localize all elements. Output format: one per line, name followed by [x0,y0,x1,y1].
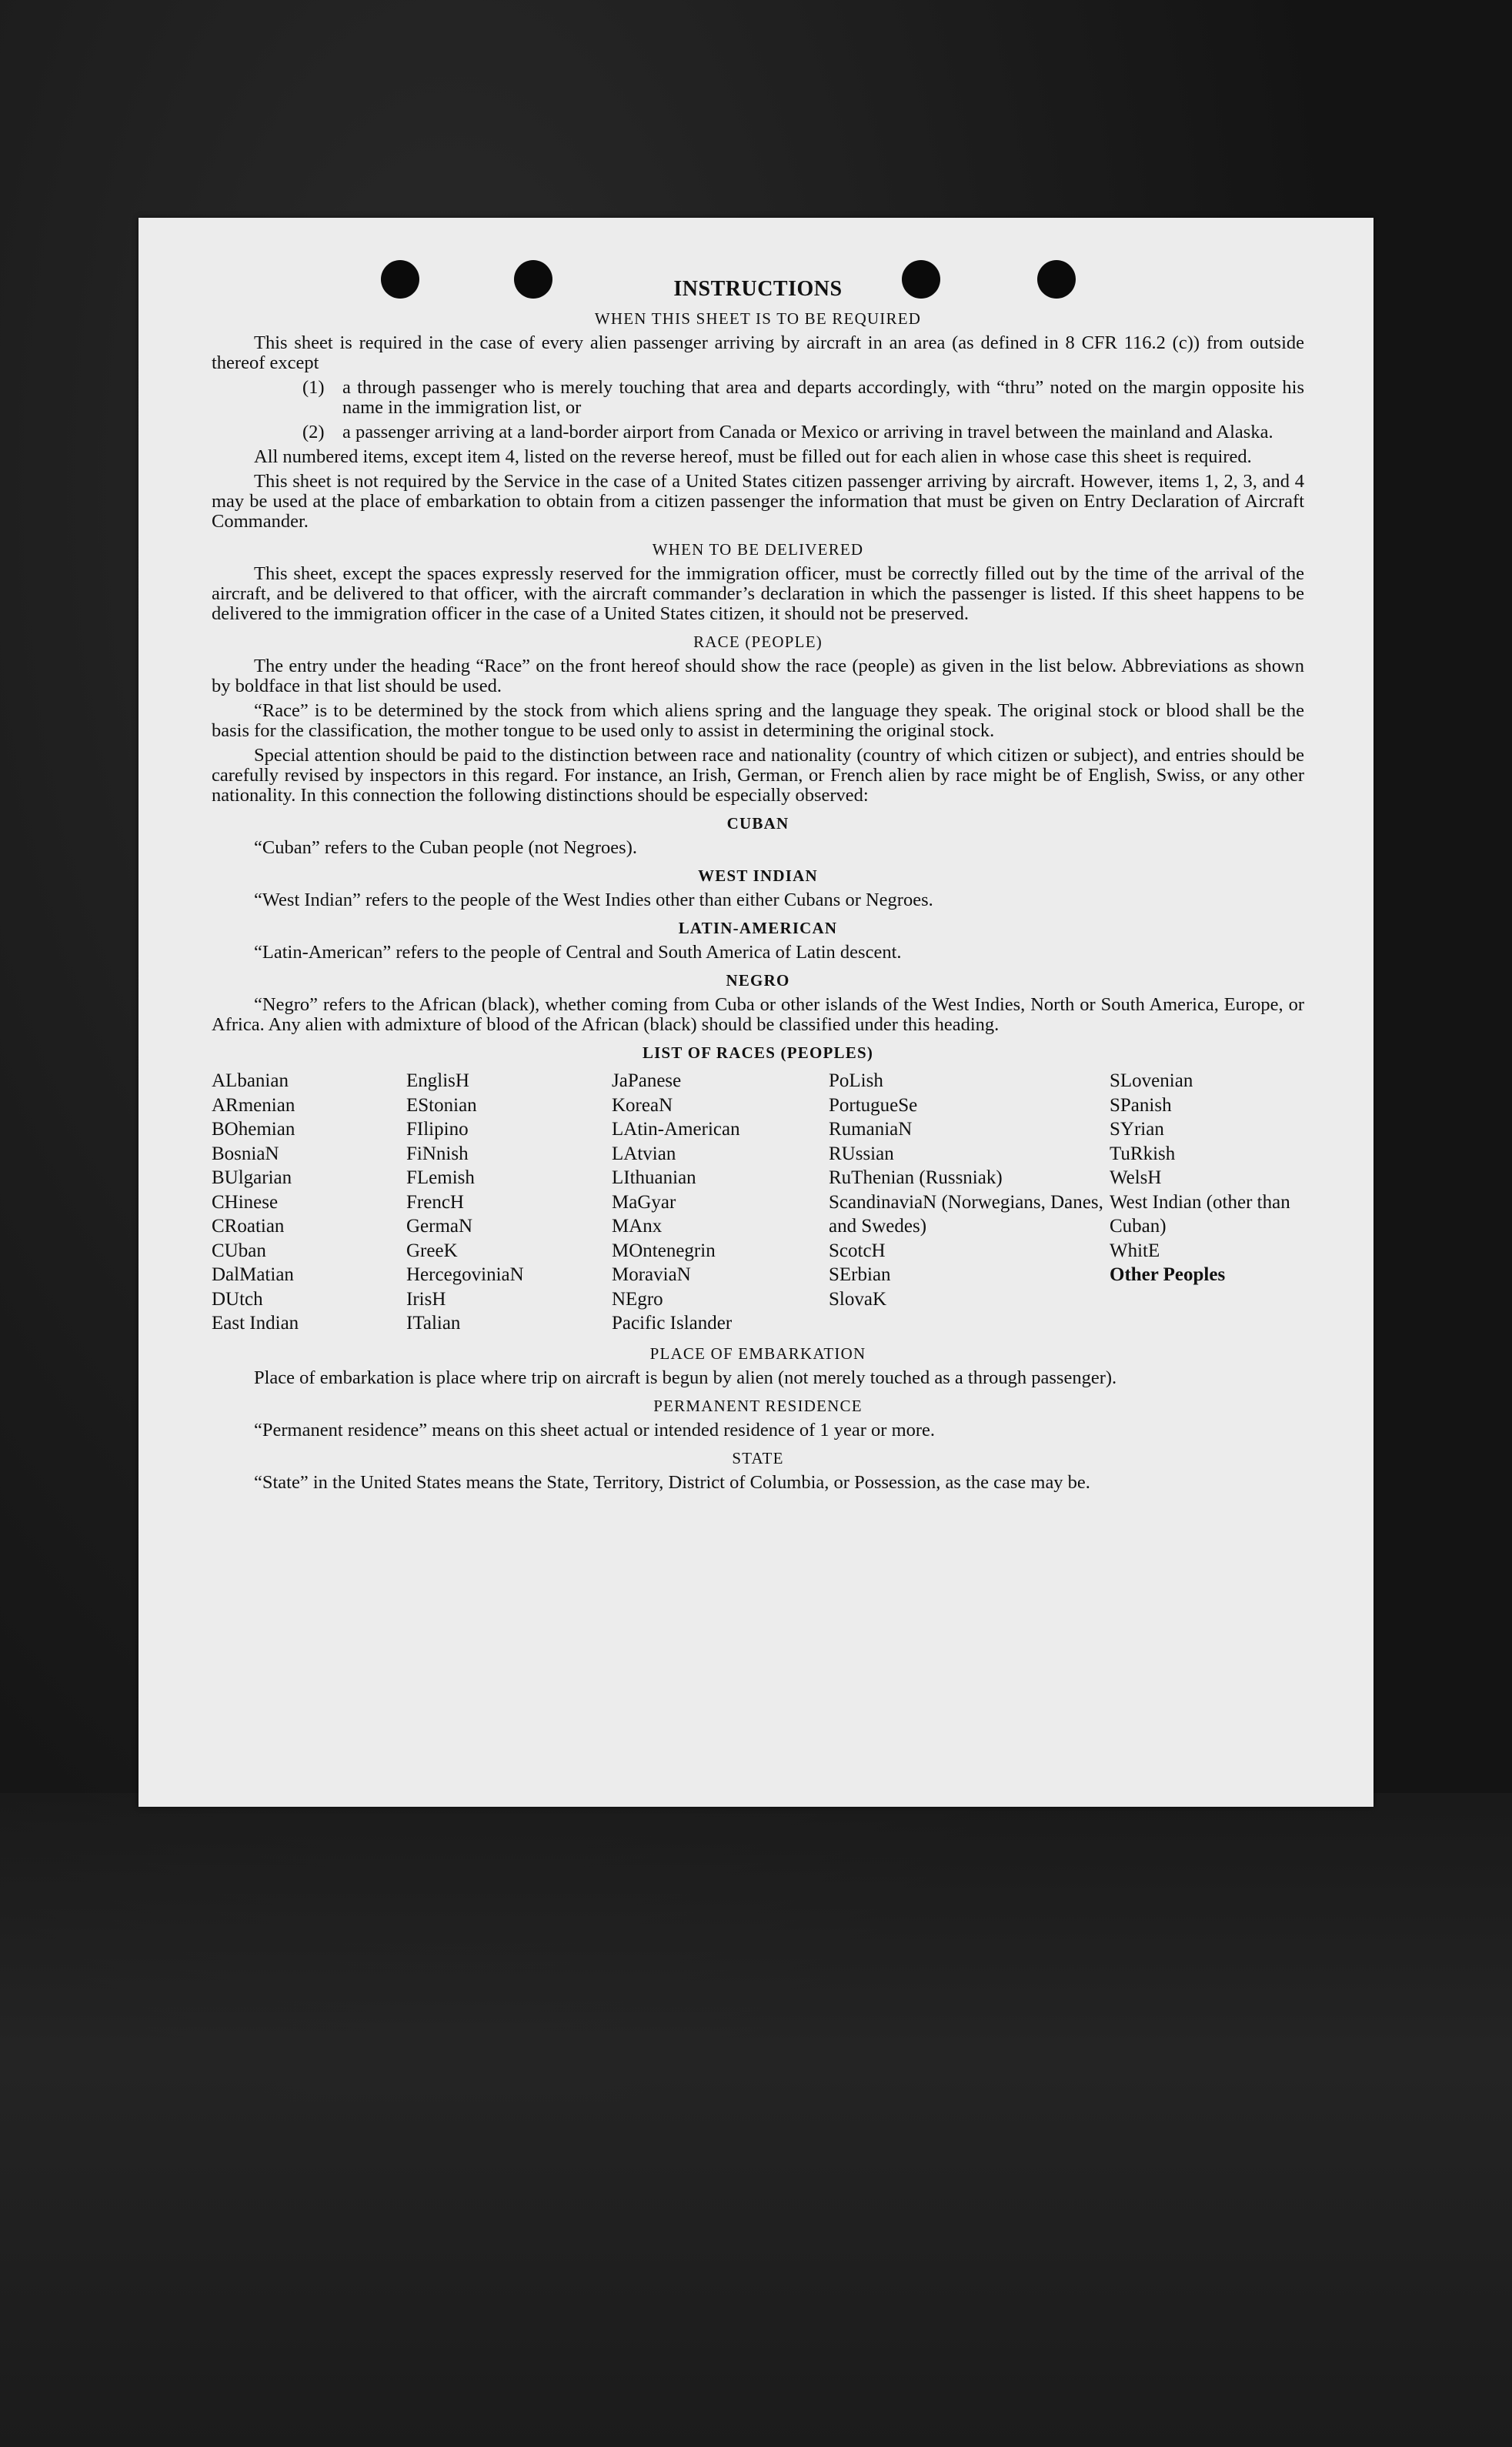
race-column [1110,1069,1304,1336]
race-entry: BUlgarian [212,1167,292,1188]
race-entry: ScandinaviaN (Norwegians, Danes, and Swedes) [829,1191,1103,1237]
race-entry: GreeK [406,1240,458,1261]
state-text: “State” in the United States means the State, Territory, District of Columbia, or Possession, as the case may be. [254,1471,1090,1493]
section-heading-race: RACE (PEOPLE) [693,633,823,651]
race-list [212,1069,1304,1336]
citizen-paragraph: This sheet is not required by the Service in the case of a United States citizen passenger arriving by aircraft. However, items 1, 2, 3, and 4 may be used at the place of embarkation to obtain from a citizen passenger the information that must be given on Entry Declaration of Aircraft Commander. [212,471,1304,532]
exception-item [302,422,1304,442]
section-heading-cuban: CUBAN [726,814,789,833]
race-column [612,1069,829,1336]
race-entry: LAtvian [612,1143,676,1164]
race-entry: CRoatian [212,1216,285,1237]
section-heading-latin-american: LATIN-AMERICAN [678,919,838,937]
race-entry: JaPanese [612,1070,682,1091]
exception-text: a through passenger who is merely touching that area and departs accordingly, with “thru” noted on the margin opposite his name in the immigration list, or [342,377,1304,418]
race-entry: Pacific Islander [612,1313,733,1334]
when-required-intro: This sheet is required in the case of every alien passenger arriving by aircraft in an area (as defined in 8 CFR 116.2 (c)) from outside thereof except [212,332,1304,373]
race-entry: WelsH [1110,1167,1162,1188]
exception-text: a passenger arriving at a land-border airport from Canada or Mexico or arriving in travel between the mainland and Alaska. [342,422,1273,442]
latin-american-text: “Latin-American” refers to the people of Central and South America of Latin descent. [254,942,902,963]
negro-text: “Negro” refers to the African (black), whether coming from Cuba or other islands of the West Indies, North or South America, Europe, or Africa. Any alien with admixture of blood of the African (black) should be classified under this heading. [212,994,1304,1035]
race-entry: FrencH [406,1191,464,1213]
race-entry: RUssian [829,1143,894,1164]
west-indian-text: “West Indian” refers to the people of the West Indies other than either Cubans or Negroes. [254,890,933,910]
cuban-text: “Cuban” refers to the Cuban people (not Negroes). [254,837,637,858]
race-entry: IrisH [406,1288,446,1310]
race-column [829,1069,1110,1336]
race-entry: West Indian (other than Cuban) [1110,1191,1290,1237]
race-entry: FIlipino [406,1119,469,1140]
race-entry: NEgro [612,1288,663,1310]
race-entry: FiNnish [406,1143,469,1164]
exception-item [302,378,1304,418]
race-entry: WhitE [1110,1240,1160,1261]
race-entry: FLemish [406,1167,475,1188]
race-column [406,1069,612,1336]
race-entry: ALbanian [212,1070,289,1091]
race-entry: ITalian [406,1313,461,1334]
race-entry: East Indian [212,1313,299,1334]
race-entry: TuRkish [1110,1143,1176,1164]
race-entry: RuThenian (Russniak) [829,1167,1003,1188]
section-heading-when-delivered: WHEN TO BE DELIVERED [652,540,864,559]
section-heading-list-of-races: LIST OF RACES (PEOPLES) [642,1043,874,1062]
section-heading-west-indian: WEST INDIAN [698,866,818,885]
race-entry: MOntenegrin [612,1240,716,1261]
when-delivered-text: This sheet, except the spaces expressly reserved for the immigration officer, must be correctly filled out by the time of the arrival of the aircraft, and be delivered to that officer, with the aircraft commander’s declaration in which the passenger is listed. If this sheet happens to be delivered to the immigration officer in the case of a United States citizen, it should not be preserved. [212,563,1304,624]
race-entry: Other Peoples [1110,1264,1226,1285]
race-entry: ARmenian [212,1094,295,1116]
race-column [212,1069,406,1336]
race-entry: GermaN [406,1216,473,1237]
race-entry: SLovenian [1110,1070,1193,1091]
exception-number: (2) [302,422,325,442]
race-entry: CHinese [212,1191,279,1213]
section-heading-permanent-residence: PERMANENT RESIDENCE [653,1396,863,1415]
race-entry: ScotcH [829,1240,886,1261]
page-title: INSTRUCTIONS [673,277,843,301]
race-entry: KoreaN [612,1094,673,1116]
race-entry: SYrian [1110,1119,1164,1140]
race-entry: SPanish [1110,1094,1172,1116]
race-entry: EStonian [406,1094,477,1116]
race-entry: DalMatian [212,1264,294,1285]
section-heading-negro: NEGRO [726,971,790,990]
race-entry: EnglisH [406,1070,469,1091]
section-heading-place-of-embarkation: PLACE OF EMBARKATION [649,1344,866,1363]
section-heading-when-required: WHEN THIS SHEET IS TO BE REQUIRED [594,309,922,328]
race-paragraph-1: The entry under the heading “Race” on the front hereof should show the race (people) as given in the list below. Abbreviations as shown by boldface in that list should be used. [212,656,1304,696]
race-paragraph-2: “Race” is to be determined by the stock from which aliens spring and the language they speak. The original stock or blood shall be the basis for the classification, the mother tongue to be used only to assist in determining the original stock. [212,700,1304,741]
instruction-sheet [139,218,1373,1807]
race-entry: SlovaK [829,1288,886,1310]
place-of-embarkation-text: Place of embarkation is place where trip on aircraft is begun by alien (not merely touched as a through passenger). [254,1367,1117,1388]
race-entry: LAtin-American [612,1119,740,1140]
race-entry: BOhemian [212,1119,295,1140]
permanent-residence-text: “Permanent residence” means on this sheet actual or intended residence of 1 year or more. [254,1419,936,1440]
race-entry: MAnx [612,1216,663,1237]
race-entry: DUtch [212,1288,263,1310]
race-entry: PoLish [829,1070,883,1091]
race-entry: HercegoviniaN [406,1264,524,1285]
race-entry: PortugueSe [829,1094,918,1116]
section-heading-state: STATE [732,1448,784,1467]
race-paragraph-3: Special attention should be paid to the distinction between race and nationality (country of which citizen or subject), and entries should be carefully revised by inspectors in this regard. For instance, an Irish, German, or French alien by race might be of English, Swiss, or any other nationality. In this connection the following distinctions should be especially observed: [212,745,1304,806]
sheet-content [212,279,1304,1497]
race-entry: MoraviaN [612,1264,691,1285]
race-entry: BosniaN [212,1143,279,1164]
race-entry: CUban [212,1240,266,1261]
numbered-items-paragraph: All numbered items, except item 4, listed on the reverse hereof, must be filled out for each alien in whose case this sheet is required. [254,446,1252,467]
exception-number: (1) [302,377,325,398]
race-entry: MaGyar [612,1191,676,1213]
race-entry: LIthuanian [612,1167,696,1188]
race-entry: RumaniaN [829,1119,913,1140]
race-entry: SErbian [829,1264,891,1285]
